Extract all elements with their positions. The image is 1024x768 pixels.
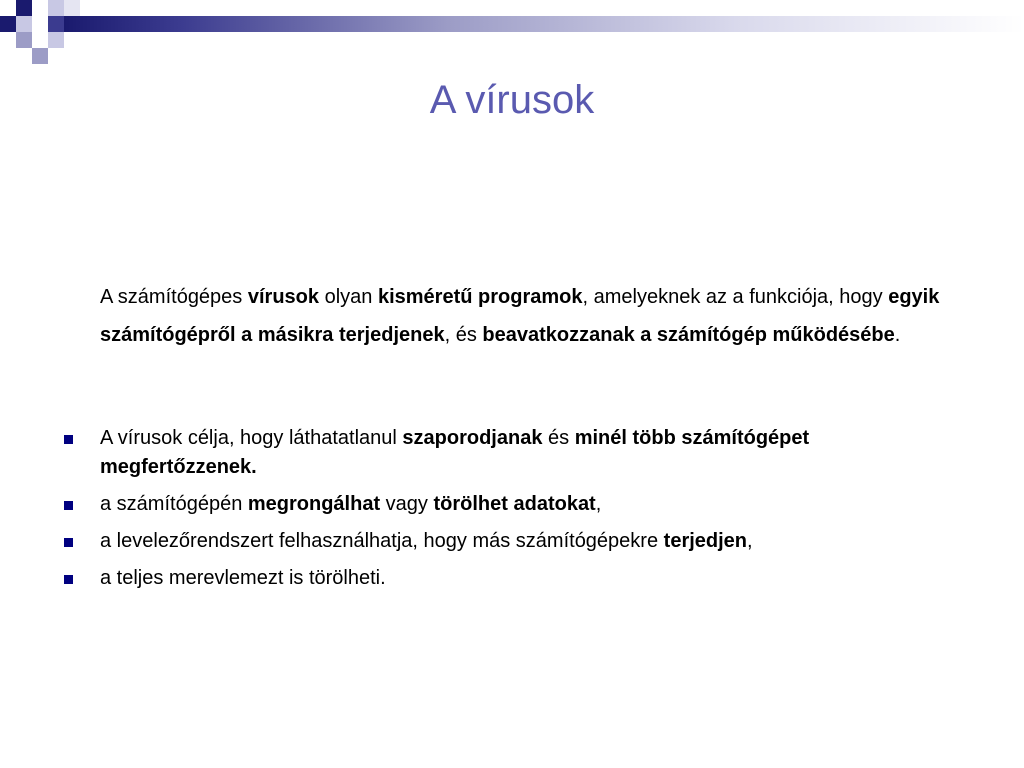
text-run: a levelezőrendszert felhasználhatja, hogy más számítógépekre <box>100 530 664 552</box>
slide-title: A vírusok <box>429 78 595 122</box>
bullet-list <box>60 424 960 601</box>
text-run: . <box>894 324 901 346</box>
bullet-item <box>60 424 960 482</box>
square-bullet-icon <box>64 435 73 444</box>
square-bullet-icon <box>64 575 73 584</box>
text-run: a számítógépén <box>100 493 248 515</box>
bold-text: szaporodjanak <box>402 427 543 449</box>
square-bullet-icon <box>64 538 73 547</box>
bullet-item <box>60 564 960 593</box>
text-run: vagy <box>380 493 434 515</box>
text-run: és <box>542 427 575 449</box>
text-run: , és <box>444 324 483 346</box>
decorative-squares <box>0 0 80 64</box>
bold-text: vírusok <box>247 286 320 308</box>
bullet-item <box>60 490 960 519</box>
text-run: a teljes merevlemezt is törölheti. <box>100 567 386 589</box>
intro-paragraph <box>100 278 960 354</box>
header-gradient-bar <box>64 16 1024 32</box>
text-run: A vírusok célja, hogy láthatatlanul <box>100 427 403 449</box>
bold-text: terjedjen <box>663 530 748 552</box>
text-run: olyan <box>319 286 378 308</box>
bold-text: kisméretű programok <box>377 286 583 308</box>
bold-text: beavatkozzanak a számítógép működésébe <box>482 324 895 346</box>
bullet-item <box>60 527 960 556</box>
text-run: , <box>595 493 602 515</box>
text-run: A számítógépes <box>100 286 248 308</box>
text-run: , <box>747 530 753 552</box>
text-run: , amelyeknek az a funkciója, hogy <box>582 286 889 308</box>
square-bullet-icon <box>64 501 73 510</box>
bold-text: minél több számítógépet megfertőzzenek. <box>100 427 810 478</box>
bold-text: törölhet adatokat <box>433 493 596 515</box>
bold-text: megrongálhat <box>247 493 381 515</box>
bold-text: egyik számítógépről a másikra terjedjenek <box>100 286 940 346</box>
